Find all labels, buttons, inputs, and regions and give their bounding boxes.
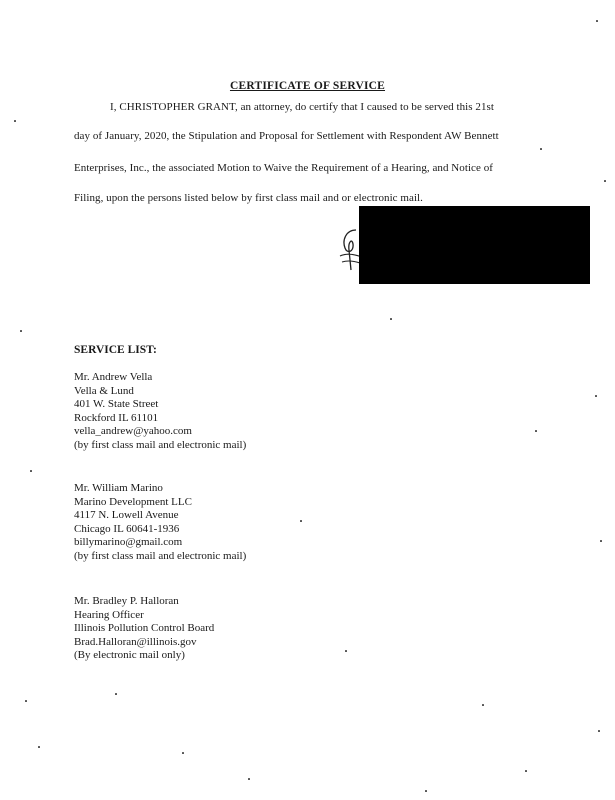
scan-speck [604,180,606,182]
certificate-text-line-1: I, CHRISTOPHER GRANT, an attorney, do certify that I caused to be served this 21st [110,101,494,113]
scan-speck [182,752,184,754]
recipient-city: Rockford IL 61101 [74,411,159,424]
scan-speck [598,730,600,732]
scan-speck [425,790,427,792]
page-title: CERTIFICATE OF SERVICE [229,80,386,92]
recipient-block [74,482,246,564]
recipient-delivery-method: (By electronic mail only) [74,649,185,662]
recipient-name: Mr. Andrew Vella [74,371,153,383]
scan-speck [596,20,598,22]
recipient-delivery-method: (by first class mail and electronic mail) [74,438,247,451]
scan-speck [345,650,347,652]
scan-speck [482,704,484,706]
scan-speck [248,778,250,780]
recipient-email: vella_andrew@yahoo.com [74,425,192,438]
recipient-organization: Marino Development LLC [74,495,192,508]
scan-speck [20,330,22,332]
scan-speck [540,148,542,150]
scan-speck [600,540,602,542]
certificate-text-line-4: Filing, upon the persons listed below by first class mail and or electronic mail. [74,192,423,204]
recipient-block [74,595,214,663]
recipient-delivery-method: (by first class mail and electronic mail) [74,549,247,562]
certificate-text-line-2: day of January, 2020, the Stipulation and Proposal for Settlement with Respondent AW Bennett [74,130,499,142]
certificate-text-line-3: Enterprises, Inc., the associated Motion to Waive the Requirement of a Hearing, and Notice of [74,162,493,174]
recipient-name: Mr. William Marino [74,482,163,494]
recipient-name: Mr. Bradley P. Halloran [74,595,179,607]
redaction-block [359,206,590,284]
scan-speck [25,700,27,702]
recipient-city: Chicago IL 60641-1936 [74,522,180,535]
recipient-organization: Illinois Pollution Control Board [74,622,215,635]
recipient-street: 4117 N. Lowell Avenue [74,509,179,522]
scan-speck [390,318,392,320]
scan-speck [595,395,597,397]
recipient-block [74,371,246,453]
service-list-heading: SERVICE LIST: [74,344,157,356]
recipient-organization: Vella & Lund [74,384,134,397]
recipient-email: billymarino@gmail.com [74,536,183,549]
recipient-street: 401 W. State Street [74,398,159,411]
scan-speck [525,770,527,772]
scan-speck [30,470,32,472]
scan-speck [115,693,117,695]
recipient-role: Hearing Officer [74,608,144,621]
scan-speck [38,746,40,748]
recipient-email: Brad.Halloran@illinois.gov [74,635,197,648]
scan-speck [535,430,537,432]
scan-speck [300,520,302,522]
scan-speck [14,120,16,122]
